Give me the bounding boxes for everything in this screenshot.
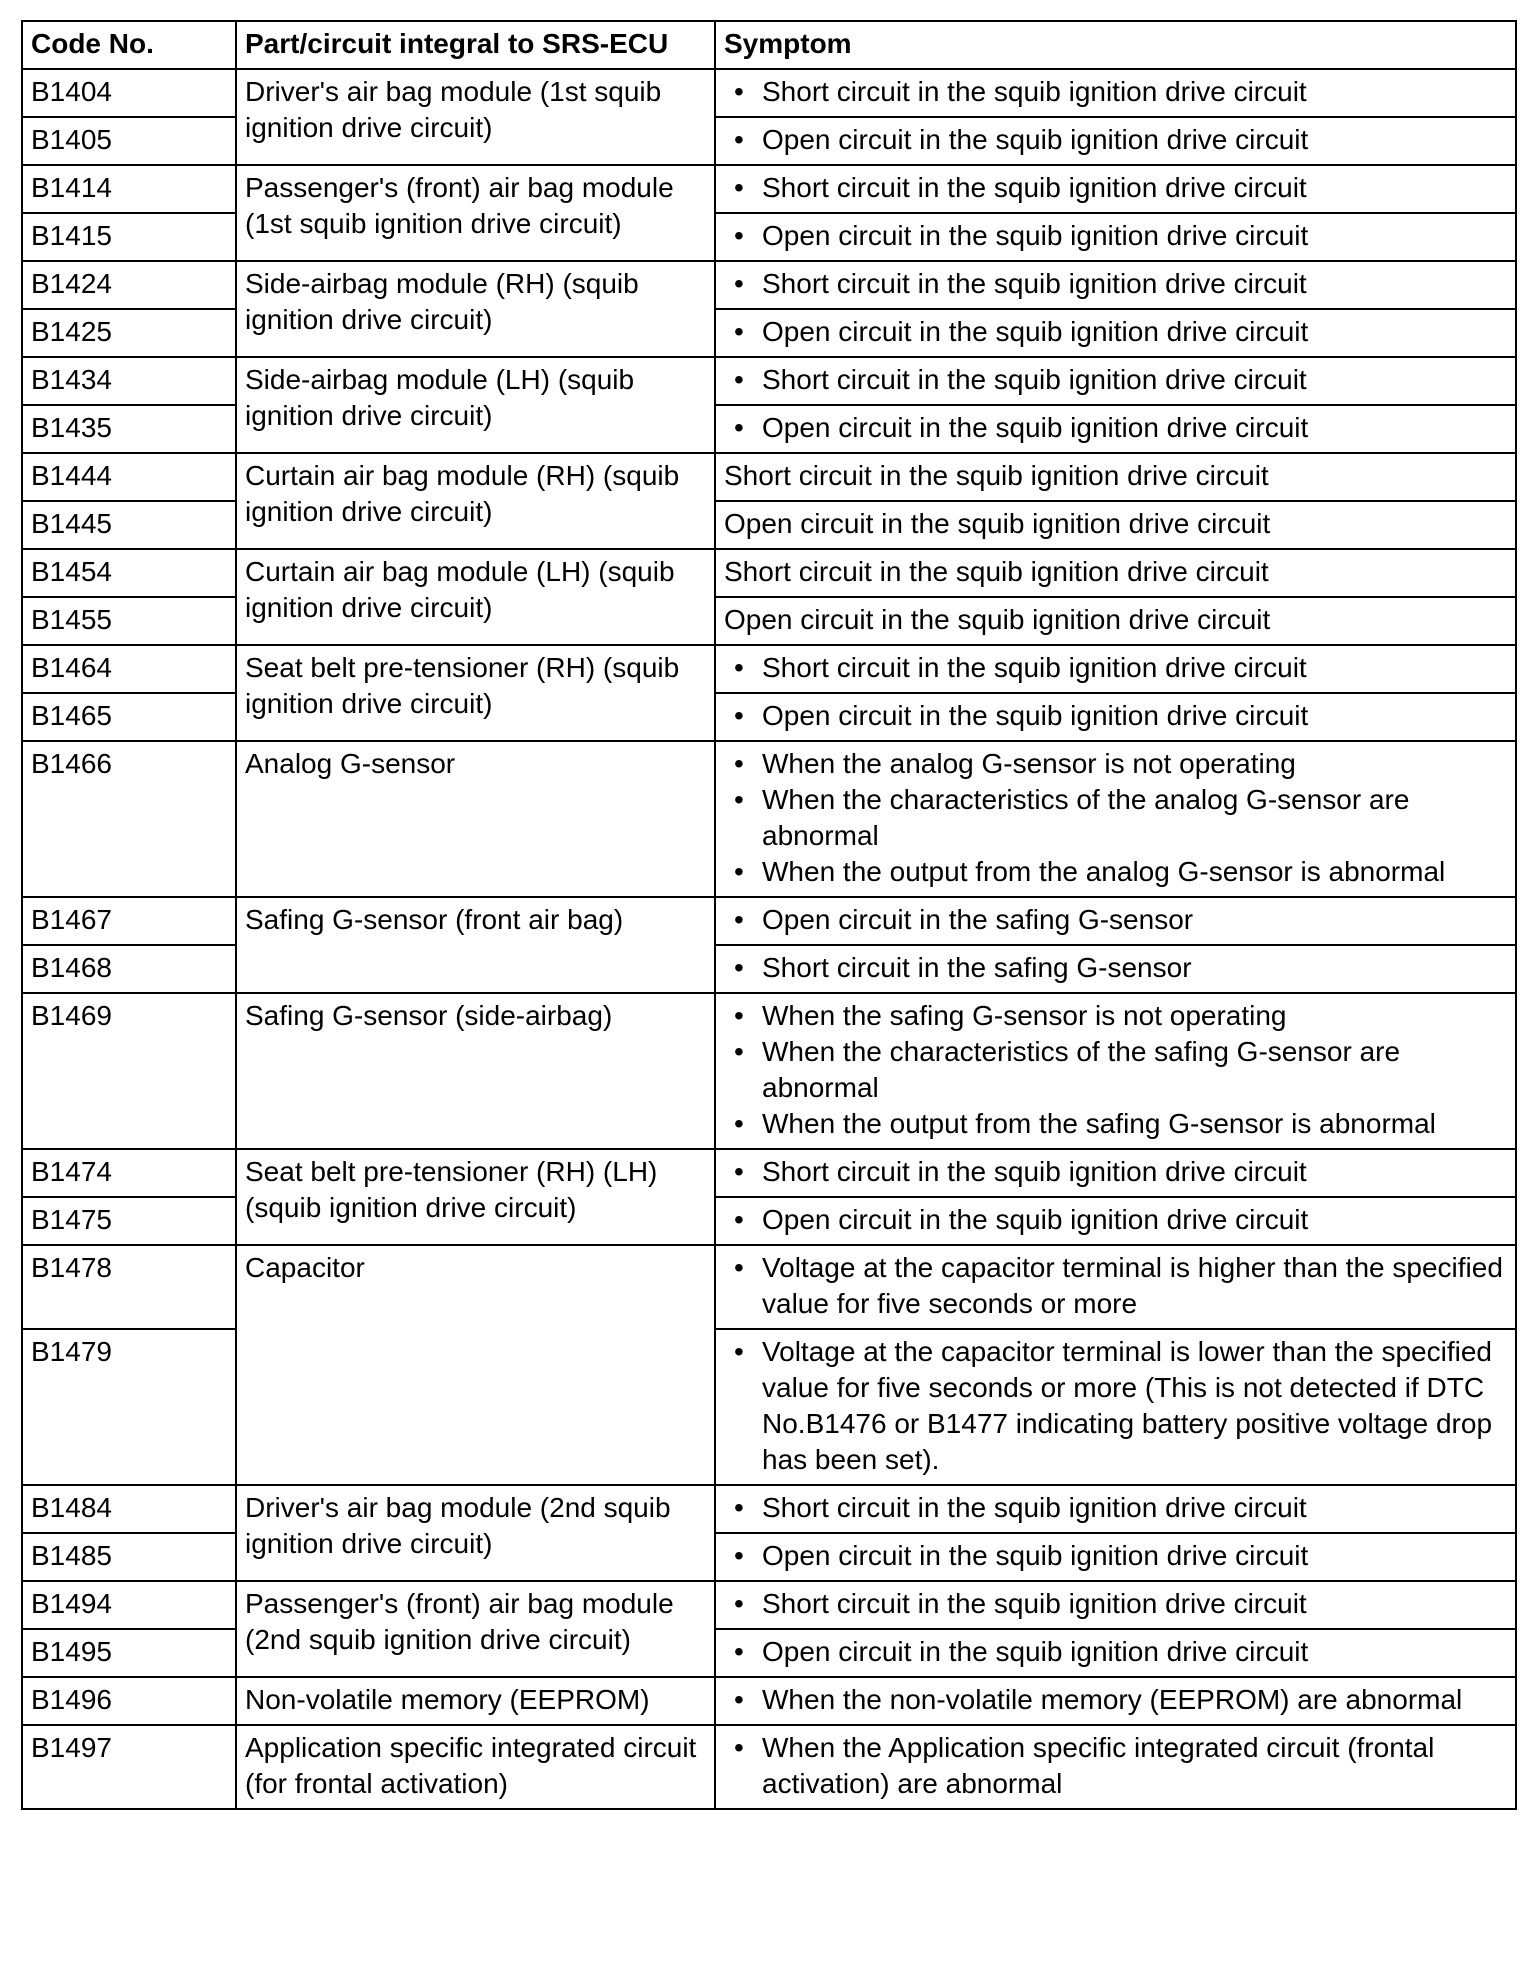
symptom-list — [724, 746, 1511, 890]
table-row — [22, 993, 1516, 1149]
symptom-list — [724, 362, 1511, 398]
table-header-row — [22, 21, 1516, 69]
part-cell: Passenger's (front) air bag module (2nd squib ignition drive circuit) — [236, 1581, 715, 1677]
symptom-list — [724, 170, 1511, 206]
symptom-cell — [715, 1197, 1516, 1245]
table-row — [22, 741, 1516, 897]
symptom-item: • When the Application specific integrated circuit (frontal activation) are abnormal — [762, 1730, 1511, 1802]
symptom-item: • Open circuit in the safing G-sensor — [762, 902, 1511, 938]
symptom-cell — [715, 1677, 1516, 1725]
part-cell: Seat belt pre-tensioner (RH) (squib ignition drive circuit) — [236, 645, 715, 741]
symptom-item: • Short circuit in the squib ignition drive circuit — [762, 1490, 1511, 1526]
code-cell: B1404 — [22, 69, 236, 117]
symptom-item: • When the safing G-sensor is not operating — [762, 998, 1511, 1034]
symptom-list — [724, 1490, 1511, 1526]
symptom-text: Short circuit in the squib ignition drive circuit — [724, 556, 1269, 587]
symptom-cell — [715, 165, 1516, 213]
symptom-cell — [715, 993, 1516, 1149]
code-cell: B1497 — [22, 1725, 236, 1809]
symptom-list — [724, 410, 1511, 446]
symptom-item: • Open circuit in the squib ignition drive circuit — [762, 218, 1511, 254]
symptom-list — [724, 998, 1511, 1142]
code-cell: B1434 — [22, 357, 236, 405]
symptom-item: • Short circuit in the squib ignition drive circuit — [762, 266, 1511, 302]
symptom-cell — [715, 1245, 1516, 1329]
code-cell: B1445 — [22, 501, 236, 549]
symptom-cell — [715, 1725, 1516, 1809]
symptom-list — [724, 266, 1511, 302]
symptom-cell — [715, 213, 1516, 261]
symptom-cell — [715, 357, 1516, 405]
part-cell: Analog G-sensor — [236, 741, 715, 897]
part-cell: Capacitor — [236, 1245, 715, 1485]
code-cell: B1415 — [22, 213, 236, 261]
code-cell: B1467 — [22, 897, 236, 945]
code-cell: B1444 — [22, 453, 236, 501]
table-row — [22, 453, 1516, 501]
table-row — [22, 645, 1516, 693]
symptom-list — [724, 1586, 1511, 1622]
symptom-item: • Voltage at the capacitor terminal is higher than the specified value for five seconds or more — [762, 1250, 1511, 1322]
symptom-list — [724, 950, 1511, 986]
code-cell: B1454 — [22, 549, 236, 597]
code-cell: B1414 — [22, 165, 236, 213]
symptom-list — [724, 1154, 1511, 1190]
part-cell: Application specific integrated circuit (for frontal activation) — [236, 1725, 715, 1809]
symptom-list — [724, 1538, 1511, 1574]
symptom-item: • When the characteristics of the safing G-sensor are abnormal — [762, 1034, 1511, 1106]
dtc-table — [21, 20, 1517, 1810]
table-row — [22, 357, 1516, 405]
symptom-item: • Short circuit in the safing G-sensor — [762, 950, 1511, 986]
header-code: Code No. — [22, 21, 236, 69]
code-cell: B1485 — [22, 1533, 236, 1581]
table-row — [22, 1485, 1516, 1533]
code-cell: B1478 — [22, 1245, 236, 1329]
code-cell: B1469 — [22, 993, 236, 1149]
symptom-cell — [715, 549, 1516, 597]
part-cell: Seat belt pre-tensioner (RH) (LH) (squib ignition drive circuit) — [236, 1149, 715, 1245]
symptom-item: • Short circuit in the squib ignition drive circuit — [762, 362, 1511, 398]
code-cell: B1494 — [22, 1581, 236, 1629]
symptom-cell — [715, 597, 1516, 645]
part-cell: Driver's air bag module (2nd squib ignition drive circuit) — [236, 1485, 715, 1581]
part-cell: Passenger's (front) air bag module (1st squib ignition drive circuit) — [236, 165, 715, 261]
symptom-list — [724, 1202, 1511, 1238]
code-cell: B1455 — [22, 597, 236, 645]
symptom-cell — [715, 945, 1516, 993]
code-cell: B1474 — [22, 1149, 236, 1197]
table-row — [22, 1677, 1516, 1725]
symptom-item: • Open circuit in the squib ignition drive circuit — [762, 314, 1511, 350]
part-cell: Safing G-sensor (side-airbag) — [236, 993, 715, 1149]
symptom-item: • Open circuit in the squib ignition drive circuit — [762, 1634, 1511, 1670]
table-row — [22, 1245, 1516, 1329]
symptom-item: • When the output from the analog G-sensor is abnormal — [762, 854, 1511, 890]
symptom-cell — [715, 69, 1516, 117]
symptom-item: • Open circuit in the squib ignition drive circuit — [762, 1538, 1511, 1574]
symptom-cell — [715, 897, 1516, 945]
table-row — [22, 261, 1516, 309]
part-cell: Safing G-sensor (front air bag) — [236, 897, 715, 993]
table-row — [22, 1149, 1516, 1197]
code-cell: B1484 — [22, 1485, 236, 1533]
dtc-table-wrapper — [21, 20, 1515, 1810]
symptom-cell — [715, 1329, 1516, 1485]
symptom-cell — [715, 117, 1516, 165]
symptom-list — [724, 650, 1511, 686]
symptom-list — [724, 314, 1511, 350]
code-cell: B1479 — [22, 1329, 236, 1485]
symptom-item: • Short circuit in the squib ignition drive circuit — [762, 1586, 1511, 1622]
symptom-item: • Short circuit in the squib ignition drive circuit — [762, 1154, 1511, 1190]
symptom-cell — [715, 1485, 1516, 1533]
symptom-item: • When the characteristics of the analog G-sensor are abnormal — [762, 782, 1511, 854]
code-cell: B1464 — [22, 645, 236, 693]
code-cell: B1465 — [22, 693, 236, 741]
symptom-cell — [715, 1629, 1516, 1677]
symptom-cell — [715, 741, 1516, 897]
symptom-list — [724, 218, 1511, 254]
part-cell: Side-airbag module (LH) (squib ignition drive circuit) — [236, 357, 715, 453]
table-row — [22, 69, 1516, 117]
code-cell: B1495 — [22, 1629, 236, 1677]
symptom-cell — [715, 1581, 1516, 1629]
symptom-cell — [715, 693, 1516, 741]
code-cell: B1405 — [22, 117, 236, 165]
part-cell: Curtain air bag module (RH) (squib ignition drive circuit) — [236, 453, 715, 549]
symptom-cell — [715, 501, 1516, 549]
symptom-cell — [715, 453, 1516, 501]
code-cell: B1435 — [22, 405, 236, 453]
table-row — [22, 1725, 1516, 1809]
symptom-list — [724, 74, 1511, 110]
symptom-item: • Short circuit in the squib ignition drive circuit — [762, 650, 1511, 686]
symptom-cell — [715, 645, 1516, 693]
symptom-list — [724, 1250, 1511, 1322]
symptom-text: Short circuit in the squib ignition drive circuit — [724, 460, 1269, 491]
part-cell: Driver's air bag module (1st squib ignition drive circuit) — [236, 69, 715, 165]
symptom-list — [724, 1730, 1511, 1802]
symptom-item: • Short circuit in the squib ignition drive circuit — [762, 170, 1511, 206]
symptom-item: • Open circuit in the squib ignition drive circuit — [762, 122, 1511, 158]
symptom-list — [724, 1634, 1511, 1670]
part-cell: Side-airbag module (RH) (squib ignition drive circuit) — [236, 261, 715, 357]
symptom-list — [724, 122, 1511, 158]
symptom-list — [724, 1682, 1511, 1718]
table-row — [22, 1581, 1516, 1629]
symptom-cell — [715, 1533, 1516, 1581]
table-row — [22, 549, 1516, 597]
table-row — [22, 165, 1516, 213]
code-cell: B1496 — [22, 1677, 236, 1725]
table-body — [22, 69, 1516, 1809]
symptom-cell — [715, 309, 1516, 357]
symptom-text: Open circuit in the squib ignition drive circuit — [724, 508, 1271, 539]
symptom-item: • Open circuit in the squib ignition drive circuit — [762, 698, 1511, 734]
header-symptom: Symptom — [715, 21, 1516, 69]
symptom-cell — [715, 261, 1516, 309]
symptom-cell — [715, 405, 1516, 453]
symptom-item: • When the analog G-sensor is not operating — [762, 746, 1511, 782]
code-cell: B1475 — [22, 1197, 236, 1245]
symptom-item: • When the non-volatile memory (EEPROM) are abnormal — [762, 1682, 1511, 1718]
symptom-list — [724, 1334, 1511, 1478]
symptom-item: • Open circuit in the squib ignition drive circuit — [762, 410, 1511, 446]
part-cell: Curtain air bag module (LH) (squib ignition drive circuit) — [236, 549, 715, 645]
symptom-cell — [715, 1149, 1516, 1197]
symptom-item: • Short circuit in the squib ignition drive circuit — [762, 74, 1511, 110]
symptom-list — [724, 698, 1511, 734]
symptom-item: • When the output from the safing G-sensor is abnormal — [762, 1106, 1511, 1142]
part-cell: Non-volatile memory (EEPROM) — [236, 1677, 715, 1725]
header-part: Part/circuit integral to SRS-ECU — [236, 21, 715, 69]
symptom-text: Open circuit in the squib ignition drive circuit — [724, 604, 1271, 635]
code-cell: B1468 — [22, 945, 236, 993]
code-cell: B1425 — [22, 309, 236, 357]
table-row — [22, 897, 1516, 945]
code-cell: B1466 — [22, 741, 236, 897]
symptom-list — [724, 902, 1511, 938]
symptom-item: • Open circuit in the squib ignition drive circuit — [762, 1202, 1511, 1238]
code-cell: B1424 — [22, 261, 236, 309]
symptom-item: • Voltage at the capacitor terminal is lower than the specified value for five seconds or more (This is not detected if DTC No.B1476 or B1477 indicating battery positive voltage drop has been set). — [762, 1334, 1511, 1478]
